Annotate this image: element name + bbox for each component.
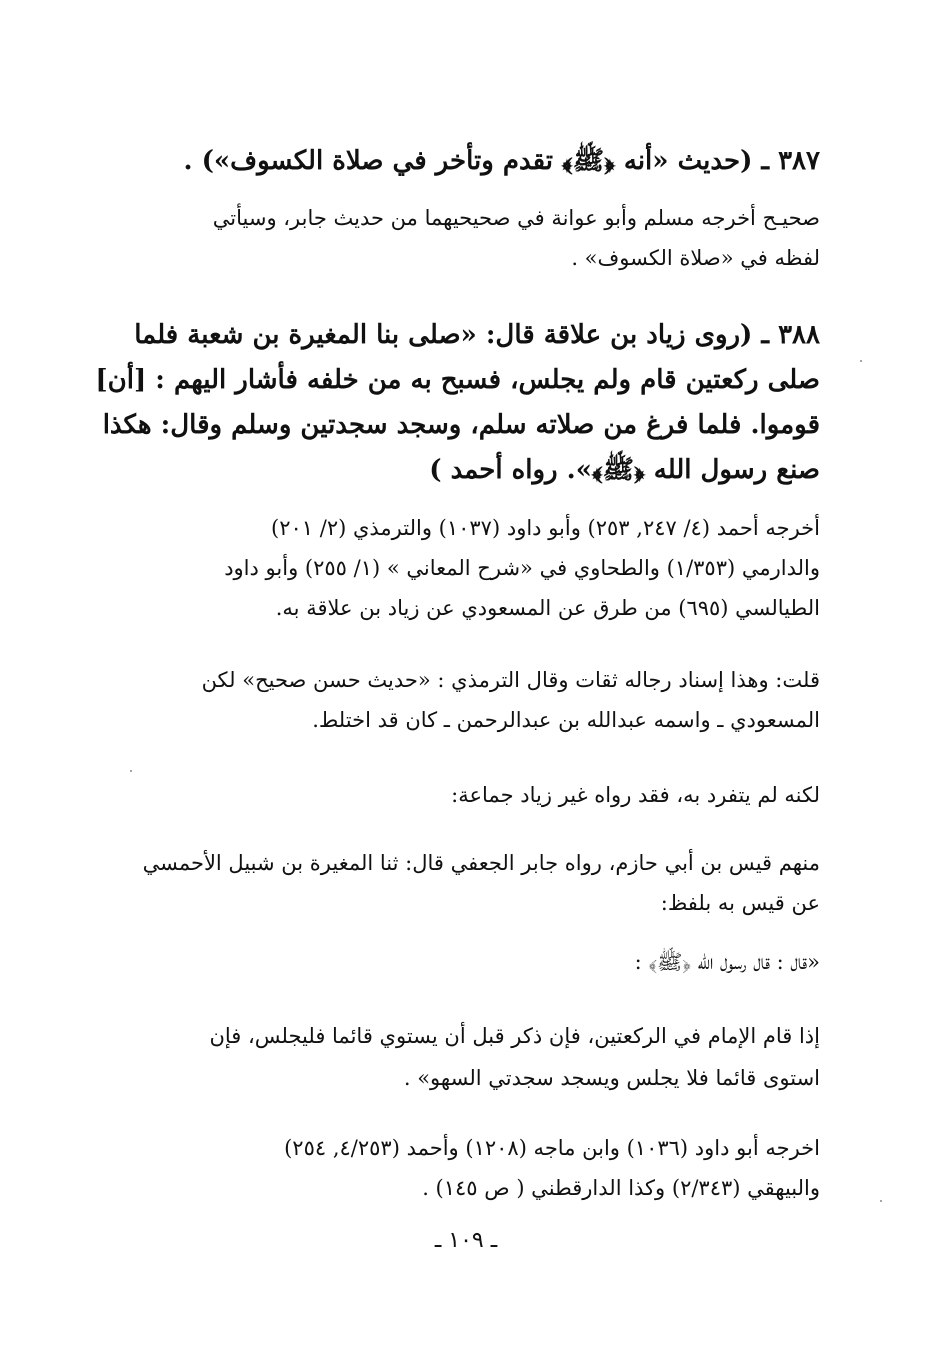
text-line: والبيهقي (٢/٣٤٣) وكذا الدارقطني ( ص ١٤٥) .: [422, 1176, 820, 1200]
scan-speck: [880, 1200, 882, 1202]
quote-intro: [140, 942, 820, 982]
quoted-hadith: [140, 1015, 820, 1099]
text-line: قوموا. فلما فرغ من صلاته سلم، وسجد سجدتين وسلم وقال: هكذا: [102, 410, 820, 440]
text-line: اخرجه أبو داود (١٠٣٦) وابن ماجه (١٢٠٨) وأحمد (٤/٢٥٣, ٢٥٤): [284, 1136, 820, 1160]
text-line: صلى ركعتين قام ولم يجلس، فسبح به من خلفه فأشار اليهم : [أن]: [95, 365, 820, 395]
text-line: استوى قائما فلا يجلس ويسجد سجدتي السهو» .: [403, 1066, 820, 1090]
text-line: عن قيس به بلفظ:: [660, 891, 820, 915]
supporting-chains-intro: [140, 775, 820, 815]
text-line: والدارمي (١/٣٥٣) والطحاوي في «شرح المعاني » (١/ ٢٥٥) وأبو داود: [224, 556, 820, 580]
hadith-388-text: [95, 313, 820, 493]
hadith-388-takhrij: [140, 508, 820, 628]
hadith-387-takhrij: [140, 198, 820, 278]
hadith-387-heading: [140, 143, 820, 179]
text-line: صنع رسول الله ﴿ﷺ﴾». رواه أحمد ): [429, 455, 820, 485]
page-number: ـ ١٠٩ ـ: [434, 1228, 498, 1253]
text-line: الطيالسي (٦٩٥) من طرق عن المسعودي عن زياد بن علاقة به.: [275, 596, 820, 620]
text-line: المسعودي ـ واسمه عبدالله بن عبدالرحمن ـ كان قد اختلط.: [312, 708, 820, 732]
text-line: ٣٨٧ ـ (حديث «أنه ﴿ﷺ﴾ تقدم وتأخر في صلاة الكسوف») .: [183, 146, 820, 176]
text-line: لكنه لم يتفرد به، فقد رواه غير زياد جماعة:: [451, 783, 820, 807]
text-line: أخرجه أحمد (٤/ ٢٤٧, ٢٥٣) وأبو داود (١٠٣٧) والترمذي (٢/ ٢٠١): [271, 516, 820, 540]
author-comment: [140, 660, 820, 740]
scan-speck: [130, 770, 132, 772]
text-line: «قال : قال رسول الله ﴿ﷺ﴾ :: [634, 950, 820, 974]
final-takhrij: [140, 1128, 820, 1208]
text-line: منهم قيس بن أبي حازم، رواه جابر الجعفي قال: ثنا المغيرة بن شبيل الأحمسي: [142, 851, 820, 875]
text-line: لفظه في «صلاة الكسوف» .: [571, 246, 820, 270]
scan-speck: [860, 360, 862, 362]
text-line: إذا قام الإمام في الركعتين، فإن ذكر قبل أن يستوي قائما فليجلس، فإن: [209, 1024, 820, 1048]
text-line: صحيـح أخرجه مسلم وأبو عوانة في صحيحيهما من حديث جابر، وسيأتي: [212, 206, 820, 230]
qays-chain: [140, 843, 820, 923]
text-line: ٣٨٨ ـ (روى زياد بن علاقة قال: «صلى بنا المغيرة بن شعبة فلما: [134, 320, 820, 350]
text-line: قلت: وهذا إسناد رجاله ثقات وقال الترمذي : «حديث حسن صحيح» لكن: [201, 668, 820, 692]
